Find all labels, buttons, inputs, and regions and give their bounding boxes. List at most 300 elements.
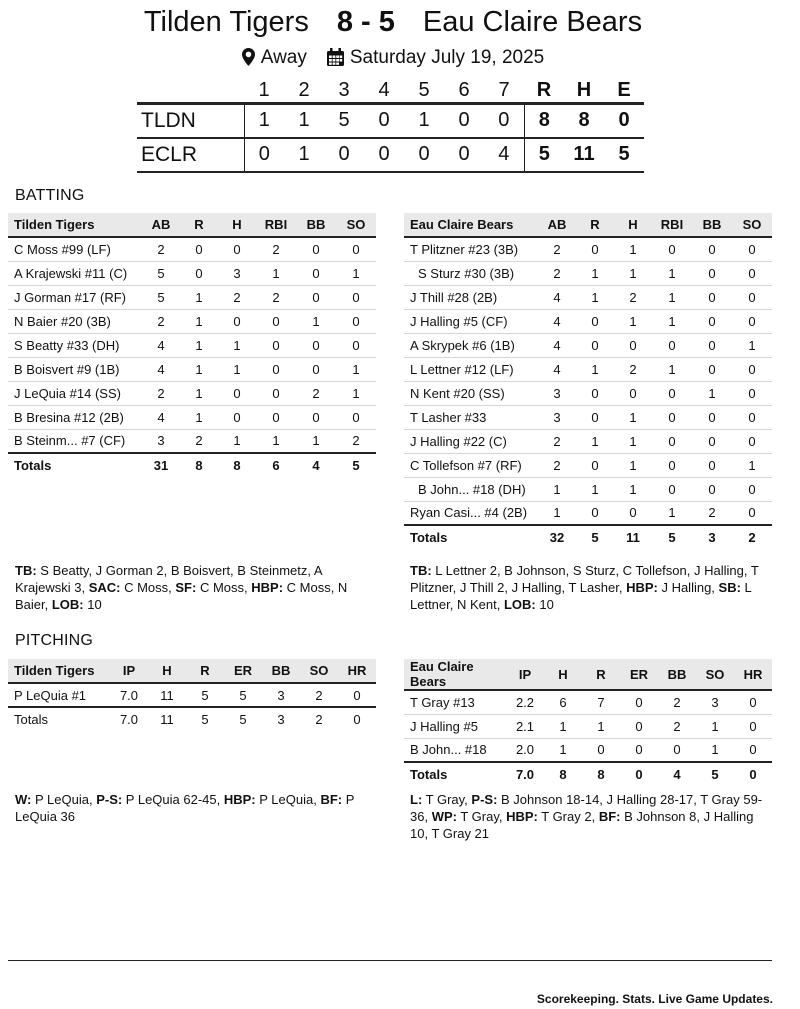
- totals-cell: 5: [201, 712, 209, 727]
- batting-section-title: BATTING: [15, 187, 85, 204]
- stat-cell: 0: [256, 405, 296, 429]
- stat-cell: 0: [692, 477, 732, 501]
- stat-column-header: H: [218, 213, 256, 237]
- stat-cell: 0: [218, 405, 256, 429]
- stat-cell: 0: [296, 357, 336, 381]
- player-name: B Steinm... #7 (CF): [8, 429, 142, 453]
- stat-cell: 0: [652, 237, 692, 261]
- note-text: P LeQuia 36: [15, 792, 355, 824]
- stat-cell: 0: [296, 261, 336, 285]
- inning-score: 1: [404, 104, 444, 138]
- totals-cell: 0: [749, 767, 757, 782]
- player-row: [404, 453, 772, 477]
- stat-cell: 1: [218, 357, 256, 381]
- map-pin-icon: [242, 48, 255, 72]
- player-row: [8, 309, 376, 333]
- note-label: HBP:: [506, 809, 538, 824]
- totals-cell: 0: [353, 712, 361, 727]
- stat-cell: 1: [732, 333, 772, 357]
- game-title: [0, 6, 786, 39]
- errors-header: E: [604, 79, 644, 104]
- stat-cell: 1: [582, 714, 620, 738]
- note-label: LOB:: [503, 597, 536, 612]
- stat-column-header: SO: [300, 659, 338, 683]
- batting-header-row: [404, 213, 772, 237]
- stat-cell: 0: [256, 333, 296, 357]
- stat-cell: 2: [256, 237, 296, 261]
- batting-notes-away: [410, 562, 772, 613]
- note-text: C Moss,: [120, 580, 176, 595]
- stat-column-header: HR: [338, 659, 376, 683]
- player-name: Ryan Casi... #4 (2B): [404, 501, 538, 525]
- stat-cell: 0: [652, 429, 692, 453]
- team-column-header: Eau Claire Bears: [404, 659, 506, 690]
- note-text: P LeQuia 62-45,: [122, 792, 224, 807]
- stat-column-header: R: [576, 213, 614, 237]
- game-date: Saturday July 19, 2025: [349, 47, 545, 68]
- stat-cell: 1: [732, 453, 772, 477]
- stat-cell: 0: [576, 381, 614, 405]
- stat-cell: 2: [538, 429, 576, 453]
- stat-cell: 1: [576, 357, 614, 381]
- inning-score: 1: [244, 104, 284, 138]
- totals-cell: 5: [668, 530, 676, 545]
- stat-cell: 0: [692, 333, 732, 357]
- stat-column-header: ER: [224, 659, 262, 683]
- stat-cell: 6: [544, 690, 582, 714]
- stat-cell: 0: [256, 309, 296, 333]
- pitching-notes-home: [15, 791, 375, 825]
- totals-cell: 6: [272, 458, 280, 473]
- stat-cell: 1: [544, 738, 582, 762]
- totals-cell: 8: [559, 767, 567, 782]
- stat-cell: 0: [576, 309, 614, 333]
- inning-score: 0: [364, 104, 404, 138]
- stat-cell: 2: [180, 429, 218, 453]
- player-row: [404, 429, 772, 453]
- note-label: W:: [15, 792, 32, 807]
- stat-column-header: RBI: [256, 213, 296, 237]
- stat-cell: 4: [538, 309, 576, 333]
- totals-cell: 32: [549, 530, 565, 545]
- stat-column-header: H: [148, 659, 186, 683]
- stat-cell: 2: [658, 714, 696, 738]
- note-text: T Gray 2,: [537, 809, 599, 824]
- player-row: [404, 405, 772, 429]
- player-name: B John... #18: [404, 738, 506, 762]
- stat-cell: 0: [180, 237, 218, 261]
- note-label: P-S:: [471, 792, 498, 807]
- inning-score: 1: [284, 138, 324, 172]
- stat-cell: 2: [538, 261, 576, 285]
- stat-cell: 1: [256, 429, 296, 453]
- inning-score: 0: [244, 138, 284, 172]
- stat-cell: 3: [538, 405, 576, 429]
- stat-column-header: BB: [262, 659, 300, 683]
- inning-score: 1: [284, 104, 324, 138]
- inning-score: 0: [484, 104, 524, 138]
- player-name: T Gray #13: [404, 690, 506, 714]
- linescore-corner: [137, 79, 244, 104]
- stat-cell: 0: [336, 285, 376, 309]
- player-row: [404, 333, 772, 357]
- player-name: B John... #18 (DH): [404, 477, 538, 501]
- stat-column-header: SO: [696, 659, 734, 690]
- note-text: P LeQuia,: [31, 792, 97, 807]
- inning-header: 5: [404, 79, 444, 104]
- stat-cell: 2: [296, 381, 336, 405]
- player-row: [404, 285, 772, 309]
- player-name: J Halling #5 (CF): [404, 309, 538, 333]
- stat-column-header: HR: [734, 659, 772, 690]
- stat-cell: 5: [142, 285, 180, 309]
- player-row: [404, 237, 772, 261]
- totals-label: Totals: [14, 458, 52, 473]
- stat-cell: 0: [336, 333, 376, 357]
- stat-column-header: SO: [336, 213, 376, 237]
- player-name: S Sturz #30 (3B): [404, 261, 538, 285]
- stat-cell: 1: [576, 429, 614, 453]
- stat-cell: 1: [180, 285, 218, 309]
- stat-cell: 0: [576, 501, 614, 525]
- player-name: C Moss #99 (LF): [8, 237, 142, 261]
- stat-cell: 0: [732, 357, 772, 381]
- totals-cell: 3: [708, 530, 716, 545]
- errors-total: 5: [604, 138, 644, 172]
- note-text: J Halling,: [657, 580, 719, 595]
- note-label: SF:: [175, 580, 197, 595]
- note-label: SAC:: [88, 580, 121, 595]
- stat-cell: 3: [218, 261, 256, 285]
- stat-cell: 1: [652, 285, 692, 309]
- note-label: WP:: [431, 809, 457, 824]
- note-label: P-S:: [96, 792, 123, 807]
- stat-cell: 0: [614, 381, 652, 405]
- player-name: B Boisvert #9 (1B): [8, 357, 142, 381]
- totals-cell: 5: [711, 767, 719, 782]
- note-text: C Moss,: [196, 580, 252, 595]
- stat-cell: 3: [262, 683, 300, 707]
- totals-label: Totals: [410, 530, 448, 545]
- note-text: C Moss, N Baier,: [15, 580, 348, 612]
- totals-cell: 7.0: [515, 767, 535, 782]
- inning-score: 0: [404, 138, 444, 172]
- stat-cell: 0: [614, 501, 652, 525]
- stat-cell: 0: [620, 690, 658, 714]
- inning-score: 0: [444, 104, 484, 138]
- totals-cell: 11: [160, 712, 174, 727]
- stat-cell: 3: [696, 690, 734, 714]
- player-name: S Beatty #33 (DH): [8, 333, 142, 357]
- note-text: L Lettner 2, B Johnson, S Sturz, C Tollefson, J Halling, T Plitzner, J Thill 2, J Halling, T Lasher,: [410, 563, 759, 595]
- note-text: L Lettner, N Kent,: [410, 580, 752, 612]
- stat-cell: 1: [696, 738, 734, 762]
- stat-column-header: BB: [296, 213, 336, 237]
- totals-cell: 0: [635, 767, 643, 782]
- stat-cell: 0: [692, 237, 732, 261]
- stat-cell: 1: [696, 714, 734, 738]
- stat-cell: 1: [336, 381, 376, 405]
- stat-cell: 1: [544, 714, 582, 738]
- stat-column-header: AB: [538, 213, 576, 237]
- pitching-table-home: [8, 659, 376, 731]
- totals-cell: 4: [312, 458, 320, 473]
- stat-cell: 0: [732, 477, 772, 501]
- stat-cell: 1: [256, 261, 296, 285]
- stat-cell: 2.0: [506, 738, 544, 762]
- home-team-name: Tilden Tigers: [143, 6, 309, 38]
- stat-cell: 0: [576, 333, 614, 357]
- stat-cell: 2: [142, 309, 180, 333]
- player-name: P LeQuia #1: [8, 683, 110, 707]
- player-row: [404, 714, 772, 738]
- inning-header: 6: [444, 79, 484, 104]
- stat-cell: 0: [218, 237, 256, 261]
- stat-cell: 0: [732, 429, 772, 453]
- stat-cell: 1: [180, 333, 218, 357]
- final-score: 8 - 5: [336, 6, 395, 38]
- player-name: J Halling #5: [404, 714, 506, 738]
- stat-cell: 11: [148, 683, 186, 707]
- stat-cell: 1: [614, 453, 652, 477]
- stat-cell: 1: [652, 309, 692, 333]
- stat-cell: 0: [732, 237, 772, 261]
- pitching-table-away: [404, 659, 772, 786]
- player-name: N Kent #20 (SS): [404, 381, 538, 405]
- stat-cell: 2: [142, 381, 180, 405]
- player-name: J LeQuia #14 (SS): [8, 381, 142, 405]
- player-row: [8, 237, 376, 261]
- totals-cell: 8: [233, 458, 241, 473]
- stat-cell: 2: [614, 357, 652, 381]
- player-row: [404, 381, 772, 405]
- player-name: C Tollefson #7 (RF): [404, 453, 538, 477]
- player-name: N Baier #20 (3B): [8, 309, 142, 333]
- totals-label: Totals: [410, 767, 448, 782]
- stat-cell: 0: [218, 309, 256, 333]
- note-label: LOB:: [51, 597, 84, 612]
- team-column-header: Tilden Tigers: [8, 213, 142, 237]
- stat-column-header: SO: [732, 213, 772, 237]
- linescore-row: [137, 104, 644, 138]
- stat-cell: 0: [256, 381, 296, 405]
- stat-cell: 1: [296, 309, 336, 333]
- inning-header: 2: [284, 79, 324, 104]
- note-label: TB:: [410, 563, 432, 578]
- stat-column-header: BB: [658, 659, 696, 690]
- stat-cell: 1: [652, 357, 692, 381]
- stat-cell: 1: [576, 477, 614, 501]
- inning-score: 0: [444, 138, 484, 172]
- player-row: [8, 405, 376, 429]
- linescore-table: [137, 79, 644, 173]
- stat-column-header: R: [582, 659, 620, 690]
- stat-cell: 0: [734, 714, 772, 738]
- player-row: [8, 261, 376, 285]
- hits-header: H: [564, 79, 604, 104]
- stat-cell: 5: [186, 683, 224, 707]
- stat-column-header: R: [180, 213, 218, 237]
- inning-score: 0: [364, 138, 404, 172]
- totals-cell: 8: [597, 767, 605, 782]
- player-name: A Skrypek #6 (1B): [404, 333, 538, 357]
- totals-cell: 4: [673, 767, 681, 782]
- stat-cell: 0: [692, 309, 732, 333]
- pitching-header-row: [404, 659, 772, 690]
- team-column-header: Tilden Tigers: [8, 659, 110, 683]
- footer-divider: [8, 960, 772, 961]
- stat-cell: 0: [732, 501, 772, 525]
- stat-column-header: R: [186, 659, 224, 683]
- stat-cell: 7.0: [110, 683, 148, 707]
- stat-cell: 1: [180, 309, 218, 333]
- stat-cell: 2: [692, 501, 732, 525]
- note-text: S Beatty, J Gorman 2, B Boisvert, B Steinmetz, A Krajewski 3,: [15, 563, 322, 595]
- totals-cell: 5: [352, 458, 360, 473]
- stat-cell: 4: [538, 333, 576, 357]
- totals-cell: 2: [748, 530, 756, 545]
- note-label: BF:: [598, 809, 621, 824]
- player-name: A Krajewski #11 (C): [8, 261, 142, 285]
- stat-cell: 0: [336, 405, 376, 429]
- totals-cell: 8: [195, 458, 203, 473]
- pitching-notes-away: [410, 791, 772, 842]
- hits-total: 11: [564, 138, 604, 172]
- stat-cell: 1: [692, 381, 732, 405]
- totals-row: [404, 762, 772, 786]
- stat-column-header: RBI: [652, 213, 692, 237]
- player-name: T Lasher #33: [404, 405, 538, 429]
- player-row: [8, 285, 376, 309]
- batting-table-away: [404, 213, 772, 549]
- stat-cell: 0: [582, 738, 620, 762]
- player-row: [8, 683, 376, 707]
- stat-cell: 1: [652, 501, 692, 525]
- stat-cell: 1: [576, 261, 614, 285]
- totals-row: [8, 707, 376, 731]
- note-label: HBP:: [626, 580, 658, 595]
- note-text: T Gray,: [422, 792, 472, 807]
- stat-cell: 0: [732, 285, 772, 309]
- stat-cell: 0: [734, 738, 772, 762]
- stat-cell: 0: [620, 714, 658, 738]
- stat-cell: 2: [336, 429, 376, 453]
- note-label: HBP:: [251, 580, 284, 595]
- stat-cell: 4: [142, 333, 180, 357]
- stat-cell: 1: [614, 405, 652, 429]
- stat-cell: 0: [692, 285, 732, 309]
- note-label: TB:: [15, 563, 37, 578]
- totals-cell: 3: [277, 712, 285, 727]
- note-label: L:: [410, 792, 423, 807]
- totals-cell: 5: [591, 530, 599, 545]
- stat-cell: 0: [296, 285, 336, 309]
- totals-cell: 7.0: [119, 712, 139, 727]
- footer-tagline: Scorekeeping. Stats. Live Game Updates.: [536, 992, 773, 1006]
- stat-cell: 1: [218, 429, 256, 453]
- stat-cell: 2: [538, 237, 576, 261]
- note-label: BF:: [320, 792, 343, 807]
- game-meta: [0, 47, 786, 72]
- stat-column-header: IP: [110, 659, 148, 683]
- stat-cell: 3: [142, 429, 180, 453]
- team-column-header: Eau Claire Bears: [404, 213, 538, 237]
- stat-cell: 0: [296, 333, 336, 357]
- pitching-section-title: PITCHING: [15, 632, 94, 649]
- stat-cell: 1: [336, 357, 376, 381]
- stat-cell: 0: [732, 261, 772, 285]
- player-row: [404, 357, 772, 381]
- player-name: J Gorman #17 (RF): [8, 285, 142, 309]
- stat-cell: 0: [734, 690, 772, 714]
- batting-header-row: [8, 213, 376, 237]
- stat-cell: 4: [538, 285, 576, 309]
- stat-cell: 0: [296, 237, 336, 261]
- stat-cell: 0: [652, 333, 692, 357]
- stat-cell: 0: [256, 357, 296, 381]
- stat-cell: 1: [538, 477, 576, 501]
- stat-cell: 1: [218, 333, 256, 357]
- game-location: Away: [260, 47, 307, 68]
- note-text: B Johnson 18-14, J Halling 28-17, T Gray 59-36,: [410, 792, 763, 824]
- stat-cell: 5: [142, 261, 180, 285]
- totals-cell: 2: [315, 712, 323, 727]
- stat-column-header: ER: [620, 659, 658, 690]
- note-text: B Johnson 8, J Halling 10, T Gray 21: [410, 809, 754, 841]
- stat-cell: 1: [538, 501, 576, 525]
- stat-cell: 4: [538, 357, 576, 381]
- stat-cell: 0: [692, 357, 732, 381]
- player-row: [404, 690, 772, 714]
- stat-cell: 0: [658, 738, 696, 762]
- stat-cell: 5: [224, 683, 262, 707]
- stat-cell: 0: [180, 261, 218, 285]
- totals-row: [404, 525, 772, 549]
- runs-total: 5: [524, 138, 564, 172]
- totals-row: [8, 453, 376, 477]
- stat-cell: 4: [142, 357, 180, 381]
- stat-cell: 2: [614, 285, 652, 309]
- totals-cell: 11: [626, 530, 640, 545]
- calendar-icon: [327, 48, 344, 72]
- stat-cell: 1: [180, 405, 218, 429]
- inning-score: 4: [484, 138, 524, 172]
- player-name: J Thill #28 (2B): [404, 285, 538, 309]
- player-name: L Lettner #12 (LF): [404, 357, 538, 381]
- linescore-team: TLDN: [137, 104, 244, 138]
- stat-cell: 0: [732, 381, 772, 405]
- stat-cell: 1: [614, 477, 652, 501]
- note-label: SB:: [718, 580, 741, 595]
- runs-header: R: [524, 79, 564, 104]
- player-row: [404, 477, 772, 501]
- stat-cell: 1: [180, 357, 218, 381]
- stat-cell: 4: [142, 405, 180, 429]
- player-name: T Plitzner #23 (3B): [404, 237, 538, 261]
- stat-column-header: AB: [142, 213, 180, 237]
- player-row: [8, 333, 376, 357]
- inning-header: 4: [364, 79, 404, 104]
- player-name: B Bresina #12 (2B): [8, 405, 142, 429]
- stat-cell: 1: [614, 237, 652, 261]
- player-row: [404, 738, 772, 762]
- stat-column-header: H: [614, 213, 652, 237]
- stat-cell: 1: [614, 429, 652, 453]
- stat-cell: 1: [180, 381, 218, 405]
- inning-header: 7: [484, 79, 524, 104]
- inning-score: 0: [324, 138, 364, 172]
- stat-cell: 0: [692, 453, 732, 477]
